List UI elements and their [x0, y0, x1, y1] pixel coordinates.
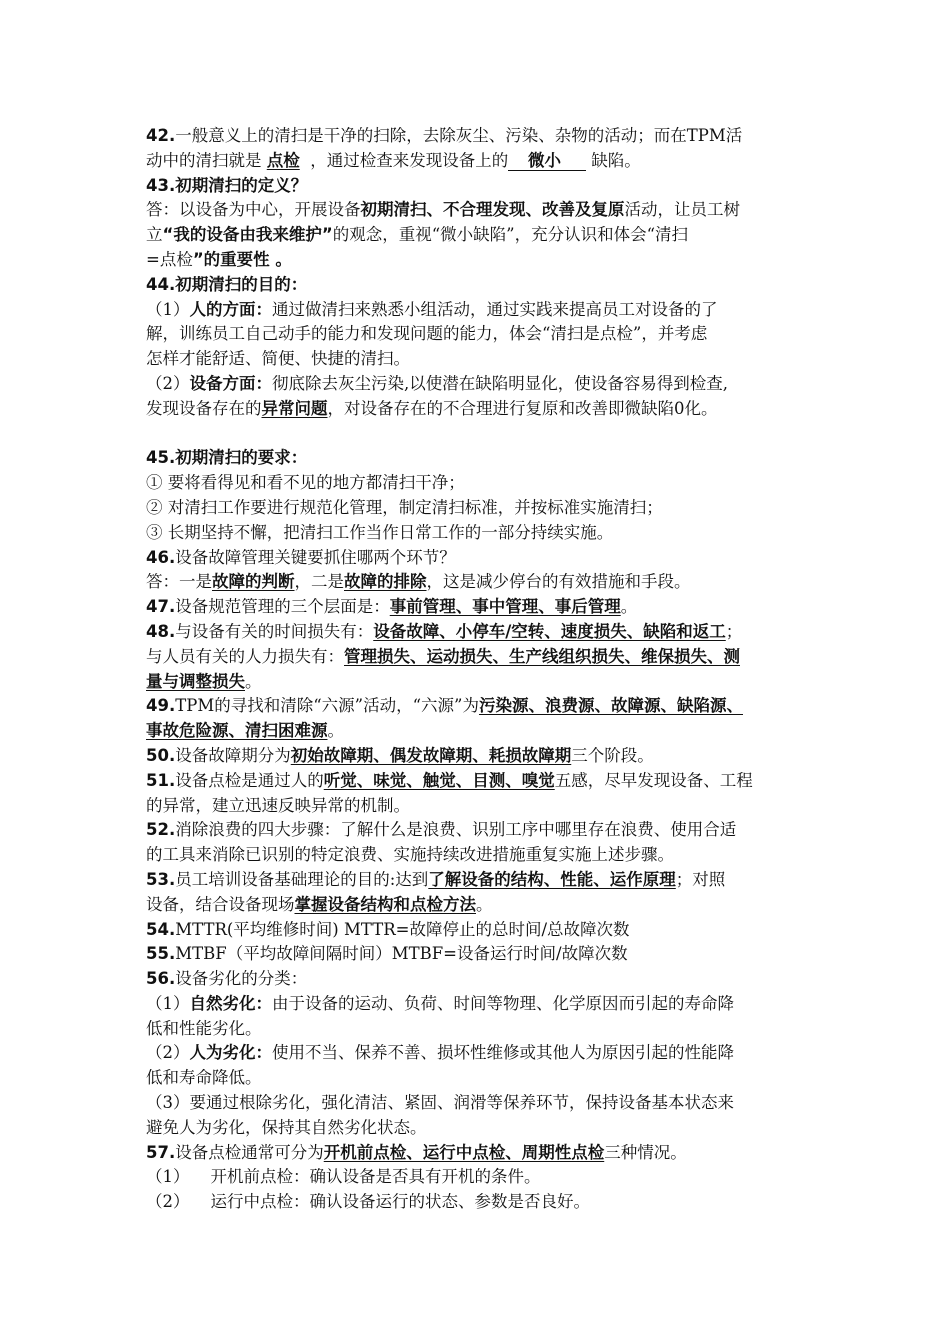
q56-p1-line1: （1）自然劣化：由于设备的运动、负荷、时间等物理、化学原因而引起的寿命降 — [146, 993, 734, 1013]
q44-p1-line2: 解，训练员工自己动手的能力和发现问题的能力，体会“清扫是点检”，并考虑 — [146, 324, 708, 344]
q44-p2-line1: （2）设备方面：彻底除去灰尘污染,以使潜在缺陷明显化，使设备容易得到检查, — [146, 373, 728, 393]
q55-line: 55.MTBF（平均故障间隔时间）MTBF=设备运行时间/故障次数 — [146, 944, 628, 964]
q45-heading: 45.初期清扫的要求： — [146, 448, 308, 468]
q48-line2: 与人员有关的人力损失有：管理损失、运动损失、生产线组织损失、维保损失、测 — [146, 646, 740, 666]
q46-answer: 答：一是故障的判断，二是故障的排除，这是减少停台的有效措施和手段。 — [146, 572, 691, 592]
q45-item: ③ 长期坚持不懈，把清扫工作当作日常工作的一部分持续实施。 — [146, 522, 614, 542]
q45-item: ① 要将看得见和看不见的地方都清扫干净； — [146, 473, 465, 493]
q51-line2: 的异常，建立迅速反映异常的机制。 — [146, 795, 410, 815]
q42-blank — [508, 151, 586, 171]
q56-p3-line1: （3）要通过根除劣化，强化清洁、紧固、润滑等保养环节，保持设备基本状态来 — [146, 1093, 734, 1113]
q45-item: ② 对清扫工作要进行规范化管理，制定清扫标准，并按标准实施清扫； — [146, 497, 663, 517]
q50-line: 50.设备故障期分为初始故障期、偶发故障期、耗损故障期三个阶段。 — [146, 745, 654, 765]
q42-answer-2: 微小 — [528, 150, 561, 170]
q49-line1: 49.TPM的寻找和清除“六源”活动，“六源”为污染源、浪费源、故障源、缺陷源、 — [146, 696, 743, 716]
q44-p1-line3: 怎样才能舒适、简便、快捷的清扫。 — [146, 349, 410, 369]
q44-p2-line2: 发现设备存在的异常问题，对设备存在的不合理进行复原和改善即微缺陷0化。 — [146, 398, 718, 418]
q43-line1: 答：以设备为中心，开展设备初期清扫、不合理发现、改善及复原活动，让员工树 — [146, 200, 740, 220]
q53-line2: 设备，结合设备现场掌握设备结构和点检方法。 — [146, 894, 493, 914]
q56-p2-line2: 低和寿命降低。 — [146, 1068, 262, 1088]
q51-line1: 51.设备点检是通过人的听觉、味觉、触觉、目测、嗅觉五感，尽早发现设备、工程 — [146, 770, 753, 790]
blank-line — [146, 422, 826, 447]
q54-line: 54.MTTR(平均维修时间) MTTR=故障停止的总时间/总故障次数 — [146, 919, 630, 939]
q42-line1: 42.一般意义上的清扫是干净的扫除，去除灰尘、污染、杂物的活动；而在TPM活 — [146, 126, 743, 145]
q57-item: （1） 开机前点检：确认设备是否具有开机的条件。 — [146, 1167, 541, 1187]
q46-heading: 46.设备故障管理关键要抓住哪两个环节？ — [146, 547, 456, 567]
q56-p2-line1: （2）人为劣化：使用不当、保养不善、损坏性维修或其他人为原因引起的性能降 — [146, 1043, 734, 1063]
q49-line2: 事故危险源、清扫困难源。 — [146, 721, 344, 741]
q53-line1: 53.员工培训设备基础理论的目的:达到了解设备的结构、性能、运作原理；对照 — [146, 869, 726, 889]
q56-heading: 56.设备劣化的分类： — [146, 969, 308, 989]
q42-line2: 动中的清扫就是 点检 ，通过检查来发现设备上的 微小 缺陷。 — [146, 150, 641, 170]
q57-item: （2） 运行中点检：确认设备运行的状态、参数是否良好。 — [146, 1192, 590, 1212]
q56-p3-line2: 避免人为劣化，保持其自然劣化状态。 — [146, 1117, 427, 1137]
q42-number: 42. — [146, 126, 176, 145]
q42-answer-1: 点检 — [266, 150, 300, 170]
q43-heading: 43.初期清扫的定义？ — [146, 175, 308, 195]
q44-p1-line1: （1）人的方面：通过做清扫来熟悉小组活动，通过实践来提高员工对设备的了 — [146, 299, 718, 319]
document-page — [146, 124, 826, 1215]
q52-line1: 52.消除浪费的四大步骤：了解什么是浪费、识别工序中哪里存在浪费、使用合适 — [146, 820, 737, 840]
q44-heading: 44.初期清扫的目的： — [146, 274, 308, 294]
q43-line3: =点检”的重要性 。 — [146, 249, 292, 269]
q52-line2: 的工具来消除已识别的特定浪费、实施持续改进措施重复实施上述步骤。 — [146, 845, 674, 865]
q48-line1: 48.与设备有关的时间损失有：设备故障、小停车/空转、速度损失、缺陷和返工； — [146, 621, 743, 641]
q43-line2: 立“我的设备由我来维护”的观念，重视“微小缺陷”，充分认识和体会“清扫 — [146, 225, 689, 245]
q57-line1: 57.设备点检通常可分为开机前点检、运行中点检、周期性点检三种情况。 — [146, 1142, 687, 1162]
q47-line: 47.设备规范管理的三个层面是：事前管理、事中管理、事后管理。 — [146, 597, 638, 617]
q48-line3: 量与调整损失。 — [146, 671, 262, 691]
q56-p1-line2: 低和性能劣化。 — [146, 1018, 262, 1038]
